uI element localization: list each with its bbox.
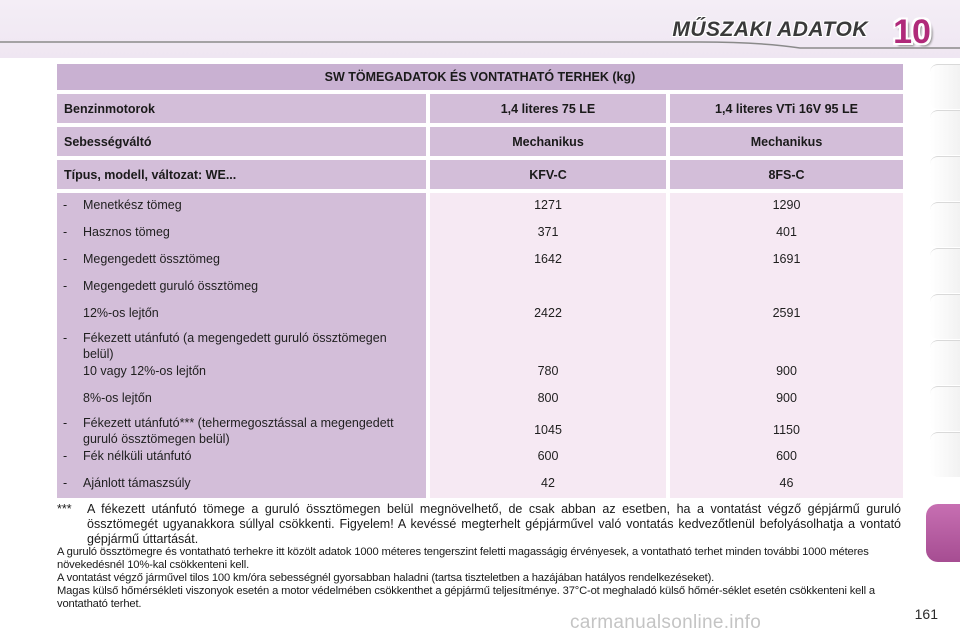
side-tab[interactable]: [930, 202, 960, 247]
table-cell: 800: [537, 391, 559, 405]
table-cell: 1150: [773, 423, 800, 437]
table-cell: 46: [779, 476, 794, 490]
table-cell: 1290: [772, 198, 801, 212]
watermark-text: carmanualsonline.info: [570, 612, 762, 633]
footnote-mark: ***: [57, 502, 72, 516]
type-col2: 8FS-C: [666, 160, 903, 193]
side-tab[interactable]: [930, 294, 960, 339]
page-number: 161: [914, 606, 938, 622]
table-cell: 1271: [534, 198, 562, 212]
table-row: [57, 127, 903, 160]
table-cell: 401: [776, 225, 797, 239]
side-tab[interactable]: [930, 110, 960, 155]
side-tab[interactable]: [930, 386, 960, 431]
side-tab[interactable]: [930, 156, 960, 201]
table-row: [57, 160, 903, 193]
table-row: [57, 94, 903, 127]
chapter-title: MŰSZAKI ADATOK: [672, 18, 868, 41]
side-tab-active[interactable]: [926, 504, 960, 562]
list-item: - Megengedett guruló össztömeg: [63, 279, 259, 293]
list-item: - Hasznos tömeg: [63, 225, 170, 239]
table-cell: 2422: [534, 306, 562, 320]
list-item: - Ajánlott támaszsúly: [63, 476, 191, 490]
notes: [57, 546, 907, 611]
list-item: - Fék nélküli utánfutó: [63, 449, 192, 463]
gearbox-col1: Mechanikus: [426, 127, 666, 160]
table-cell: 2591: [772, 306, 801, 320]
side-tab[interactable]: [930, 432, 960, 477]
data-label-column: [57, 193, 426, 498]
table-cell: 780: [537, 364, 559, 378]
table-cell: [670, 328, 903, 359]
data-col2-column: [666, 193, 903, 498]
note-paragraph: Magas külső hőmérsékleti viszonyok esetén a motor védelmében csökkenthet a gépjármű teljesítménye. 37°C-ot meghaladó külső hőmér-séklet esetén csökkenteni kell a vontatható terhet.: [57, 585, 875, 610]
table-cell: 371: [537, 225, 559, 239]
table-cell: [430, 274, 666, 301]
table-cell: 1642: [534, 252, 562, 266]
table-cell: 900: [776, 364, 797, 378]
chapter-number-badge: 10: [893, 13, 931, 51]
engine-col1: 1,4 literes 75 LE: [426, 94, 666, 127]
table-cell: 600: [537, 449, 559, 463]
list-item: 8%-os lejtőn: [83, 391, 152, 405]
list-item: 12%-os lejtőn: [83, 306, 159, 320]
engine-col2: 1,4 literes VTi 16V 95 LE: [666, 94, 903, 127]
gearbox-label: Sebességváltó: [57, 127, 426, 160]
list-item: - Fékezett utánfutó*** (tehermegosztással a megengedett guruló össztömegen belül): [63, 416, 394, 446]
list-item: - Megengedett össztömeg: [63, 252, 220, 266]
side-tab[interactable]: [930, 248, 960, 293]
table-cell: [670, 274, 903, 301]
side-tab[interactable]: [930, 340, 960, 385]
gearbox-col2: Mechanikus: [666, 127, 903, 160]
note-paragraph: A guruló össztömegre és vontatható terhekre itt közölt adatok 1000 méteres tengerszint feletti magasságig érvényesek, a vontatható terhet minden további 1000 méteres növekedésnél 10%-kal csökkenteni kell.: [57, 546, 869, 571]
table-cell: 42: [541, 476, 555, 490]
chapter-side-tabs: [926, 64, 960, 584]
weights-table: [57, 64, 903, 498]
type-col1: KFV-C: [426, 160, 666, 193]
type-label: Típus, modell, változat: WE...: [57, 160, 426, 193]
list-item: 10 vagy 12%-os lejtőn: [83, 364, 206, 378]
table-cell: 600: [776, 449, 797, 463]
table-cell: 1691: [772, 252, 801, 266]
table-title: SW TÖMEGADATOK ÉS VONTATHATÓ TERHEK (kg): [57, 64, 903, 94]
footnote-text: A fékezett utánfutó tömege a guruló össztömegen belül megnövelhető, de csak abban az esetben, ha a vontatást végző gépjármű guruló össztömegét ugyanakkora súllyal csökkenti. Figyelem! A kevéssé megterhelt gépjárművel való vontatás kedvezőtlenül befolyásolhatja a vontató gépjármű úttartását.: [87, 502, 901, 546]
table-cell: 900: [776, 391, 797, 405]
table-cell: 1045: [534, 423, 562, 437]
side-tab[interactable]: [930, 64, 960, 109]
footnote: [57, 502, 903, 547]
engine-label: Benzinmotorok: [57, 94, 426, 127]
note-paragraph: A vontatást végző járművel tilos 100 km/óra sebességnél gyorsabban haladni (tartsa tiszteletben a hazájában hatályos rendelkezéseket).: [57, 572, 715, 584]
list-item: - Fékezett utánfutó (a megengedett guruló össztömegen belül): [63, 331, 387, 361]
data-col1-column: [426, 193, 666, 498]
list-item: - Menetkész tömeg: [63, 198, 182, 212]
table-cell: [430, 328, 666, 359]
table-title-row: [57, 64, 903, 94]
table-data-body: [57, 193, 903, 498]
